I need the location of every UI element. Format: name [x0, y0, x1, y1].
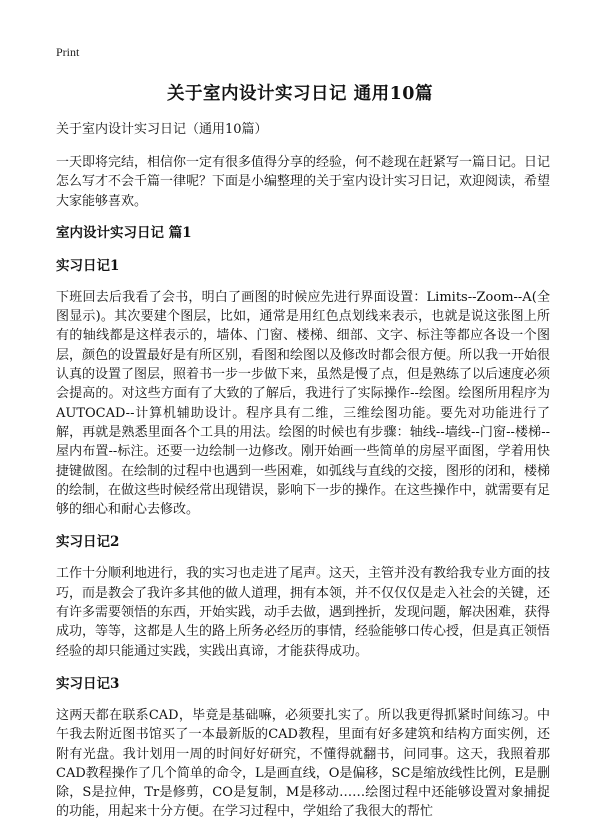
entry-heading-2: 实习日记2 — [56, 534, 120, 551]
section-heading: 室内设计实习日记 篇1 — [56, 224, 192, 241]
entry-text-3: 这两天都在联系CAD，毕竟是基础嘛，必须要扎实了。所以我更得抓紧时间练习。中午我去附近图书馆买了一本最新版的CAD教程，里面有好多建筑和结构方面实例，还附有光盘。我计划用一周的时间好好研究，不懂得就翻书，问同事。这天，我照着那CAD教程操作了几个简单的命令，L是画直线，O是偏移，SC是缩放线性比例，E是删除，S是拉伸，Tr是修剪，CO是复制，M是移动……绘图过程中还能够设置对象捕捉的功能，用起来十分方便。在学习过程中，学姐给了我很大的帮忙 — [56, 707, 550, 820]
print-link[interactable]: Print — [56, 45, 80, 59]
entry-heading-3: 实习日记3 — [56, 675, 120, 692]
page-title: 关于室内设计实习日记 通用10篇 — [167, 84, 433, 104]
entry-heading-1: 实习日记1 — [56, 257, 120, 274]
entry-text-2: 工作十分顺利地进行，我的实习也走进了尾声。这天，主管并没有教给我专业方面的技巧，而是教会了我许多其他的做人道理，拥有本领，并不仅仅仅是走入社会的关键，还有许多需要领悟的东西，开始实践，动手去做，遇到挫折，发现问题，解决困难，获得成功，等等，这都是人生的路上所务必经历的事情，经验能够口传心授，但是真正领悟经验的却只能通过实践，实践出真谛，才能获得成功。 — [56, 566, 551, 659]
article-subtitle: 关于室内设计实习日记（通用10篇） — [56, 122, 268, 137]
entry-text-1: 下班回去后我看了会书，明白了画图的时候应先进行界面设置：Limits--Zoom--A(全图显示)。其次要建个图层，比如，通常是用红色点划线来表示，也就是说这张图上所有的轴线都是这样表示的，墙体、门窗、楼梯、细部、文字、标注等都应各设一个图层，颜色的设置最好是有所区别，看图和绘图以及修改时都会很方便。所以我一开始很认真的设置了图层，照着书一步一步做下来，虽然是慢了点，但是熟练了以后速度必须会提高的。对这些方面有了大致的了解后，我进行了实际操作--绘图。绘图所用程序为AUTOCAD--计算机辅助设计。程序具有二维，三维绘图功能。要先对功能进行了解，再就是熟悉里面各个工具的用法。绘图的时候也有步骤：轴线--墙线--门窗--楼梯--屋内布置--标注。还要一边绘制一边修改。刚开始画一些简单的房屋平面图，学着用快捷键做图。在绘制的过程中也遇到一些困难，如弧线与直线的交接，图形的闭和，楼梯的绘制，在做这些时候经常出现错误，影响下一步的操作。在这些操作中，就需要有足够的细心和耐心去修改。 — [56, 289, 551, 518]
article-body — [56, 120, 550, 828]
intro-paragraph: 一天即将完结，相信你一定有很多值得分享的经验，何不趁现在赶紧写一篇日记。日记怎么写才不会千篇一律呢？下面是小编整理的关于室内设计实习日记，欢迎阅读，希望大家能够喜欢。 — [56, 155, 551, 209]
